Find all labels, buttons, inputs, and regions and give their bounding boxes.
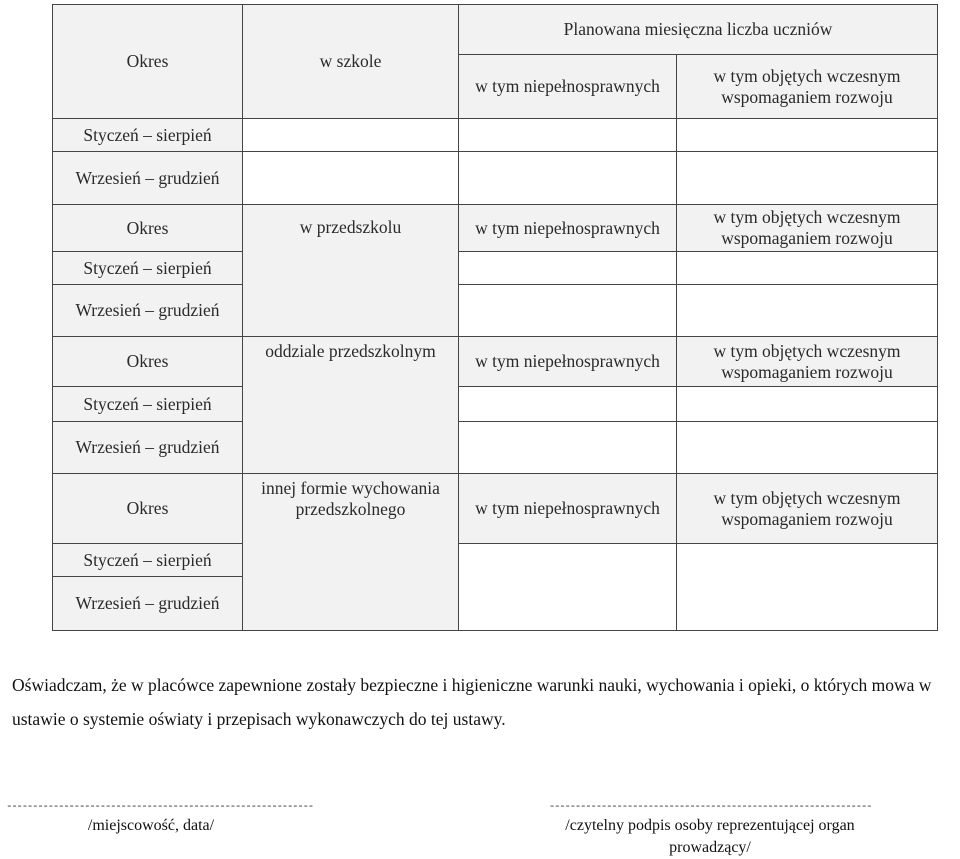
planned-count-header: Planowana miesięczna liczba uczniów bbox=[459, 5, 938, 55]
count-cell[interactable] bbox=[459, 152, 677, 205]
count-cell[interactable] bbox=[243, 152, 459, 205]
period-jan-aug: Styczeń – sierpień bbox=[53, 387, 243, 422]
signature-line: -------------------------------------------------------------- bbox=[548, 801, 872, 813]
count-cell[interactable] bbox=[459, 252, 677, 285]
count-cell[interactable] bbox=[677, 252, 938, 285]
period-jan-aug: Styczeń – sierpień bbox=[53, 119, 243, 152]
representative-signature bbox=[545, 801, 875, 859]
okres-header: Okres bbox=[53, 474, 243, 544]
place-date-label: /miejscowość, data/ bbox=[87, 817, 215, 834]
disabled-header: w tym niepełnosprawnych bbox=[459, 474, 677, 544]
early-support-header: w tym objętych wczesnym wspomaganiem rozwoju bbox=[677, 474, 938, 544]
place-label: innej formie wychowania przedszkolnego bbox=[243, 474, 459, 631]
count-cell[interactable] bbox=[677, 387, 938, 422]
count-cell[interactable] bbox=[459, 119, 677, 152]
disabled-header: w tym niepełnosprawnych bbox=[459, 337, 677, 387]
count-cell[interactable] bbox=[459, 422, 677, 474]
okres-header: Okres bbox=[53, 337, 243, 387]
place-label: w przedszkolu bbox=[243, 205, 459, 337]
period-jan-aug: Styczeń – sierpień bbox=[53, 252, 243, 285]
okres-header: Okres bbox=[53, 5, 243, 119]
place-label: oddziale przedszkolnym bbox=[243, 337, 459, 474]
count-cell[interactable] bbox=[677, 285, 938, 337]
signature-line: ----------------------------------------------------------- bbox=[6, 801, 313, 813]
count-cell[interactable] bbox=[677, 422, 938, 474]
count-cell[interactable] bbox=[677, 152, 938, 205]
enrollment-table bbox=[52, 4, 938, 631]
period-sep-dec: Wrzesień – grudzień bbox=[53, 577, 243, 631]
early-support-header: w tym objętych wczesnym wspomaganiem rozwoju bbox=[677, 205, 938, 252]
place-date-signature bbox=[6, 801, 313, 837]
early-support-header: w tym objętych wczesnym wspomaganiem rozwoju bbox=[677, 55, 938, 119]
count-cell[interactable] bbox=[243, 119, 459, 152]
representative-label: /czytelny podpis osoby reprezentującej organ prowadzący/ bbox=[565, 817, 855, 856]
count-cell[interactable] bbox=[677, 119, 938, 152]
count-cell[interactable] bbox=[677, 544, 938, 631]
period-sep-dec: Wrzesień – grudzień bbox=[53, 285, 243, 337]
period-sep-dec: Wrzesień – grudzień bbox=[53, 152, 243, 205]
place-label: w szkole bbox=[243, 5, 459, 119]
disabled-header: w tym niepełnosprawnych bbox=[459, 55, 677, 119]
period-sep-dec: Wrzesień – grudzień bbox=[53, 422, 243, 474]
count-cell[interactable] bbox=[459, 285, 677, 337]
okres-header: Okres bbox=[53, 205, 243, 252]
safety-statement: Oświadczam, że w placówce zapewnione zostały bezpieczne i higieniczne warunki nauki, wychowania i opieki, o których mowa w ustawie o systemie oświaty i przepisach wykonawczych do tej ustawy. bbox=[12, 675, 932, 729]
period-jan-aug: Styczeń – sierpień bbox=[53, 544, 243, 577]
count-cell[interactable] bbox=[459, 387, 677, 422]
count-cell[interactable] bbox=[459, 544, 677, 631]
disabled-header: w tym niepełnosprawnych bbox=[459, 205, 677, 252]
early-support-header: w tym objętych wczesnym wspomaganiem rozwoju bbox=[677, 337, 938, 387]
